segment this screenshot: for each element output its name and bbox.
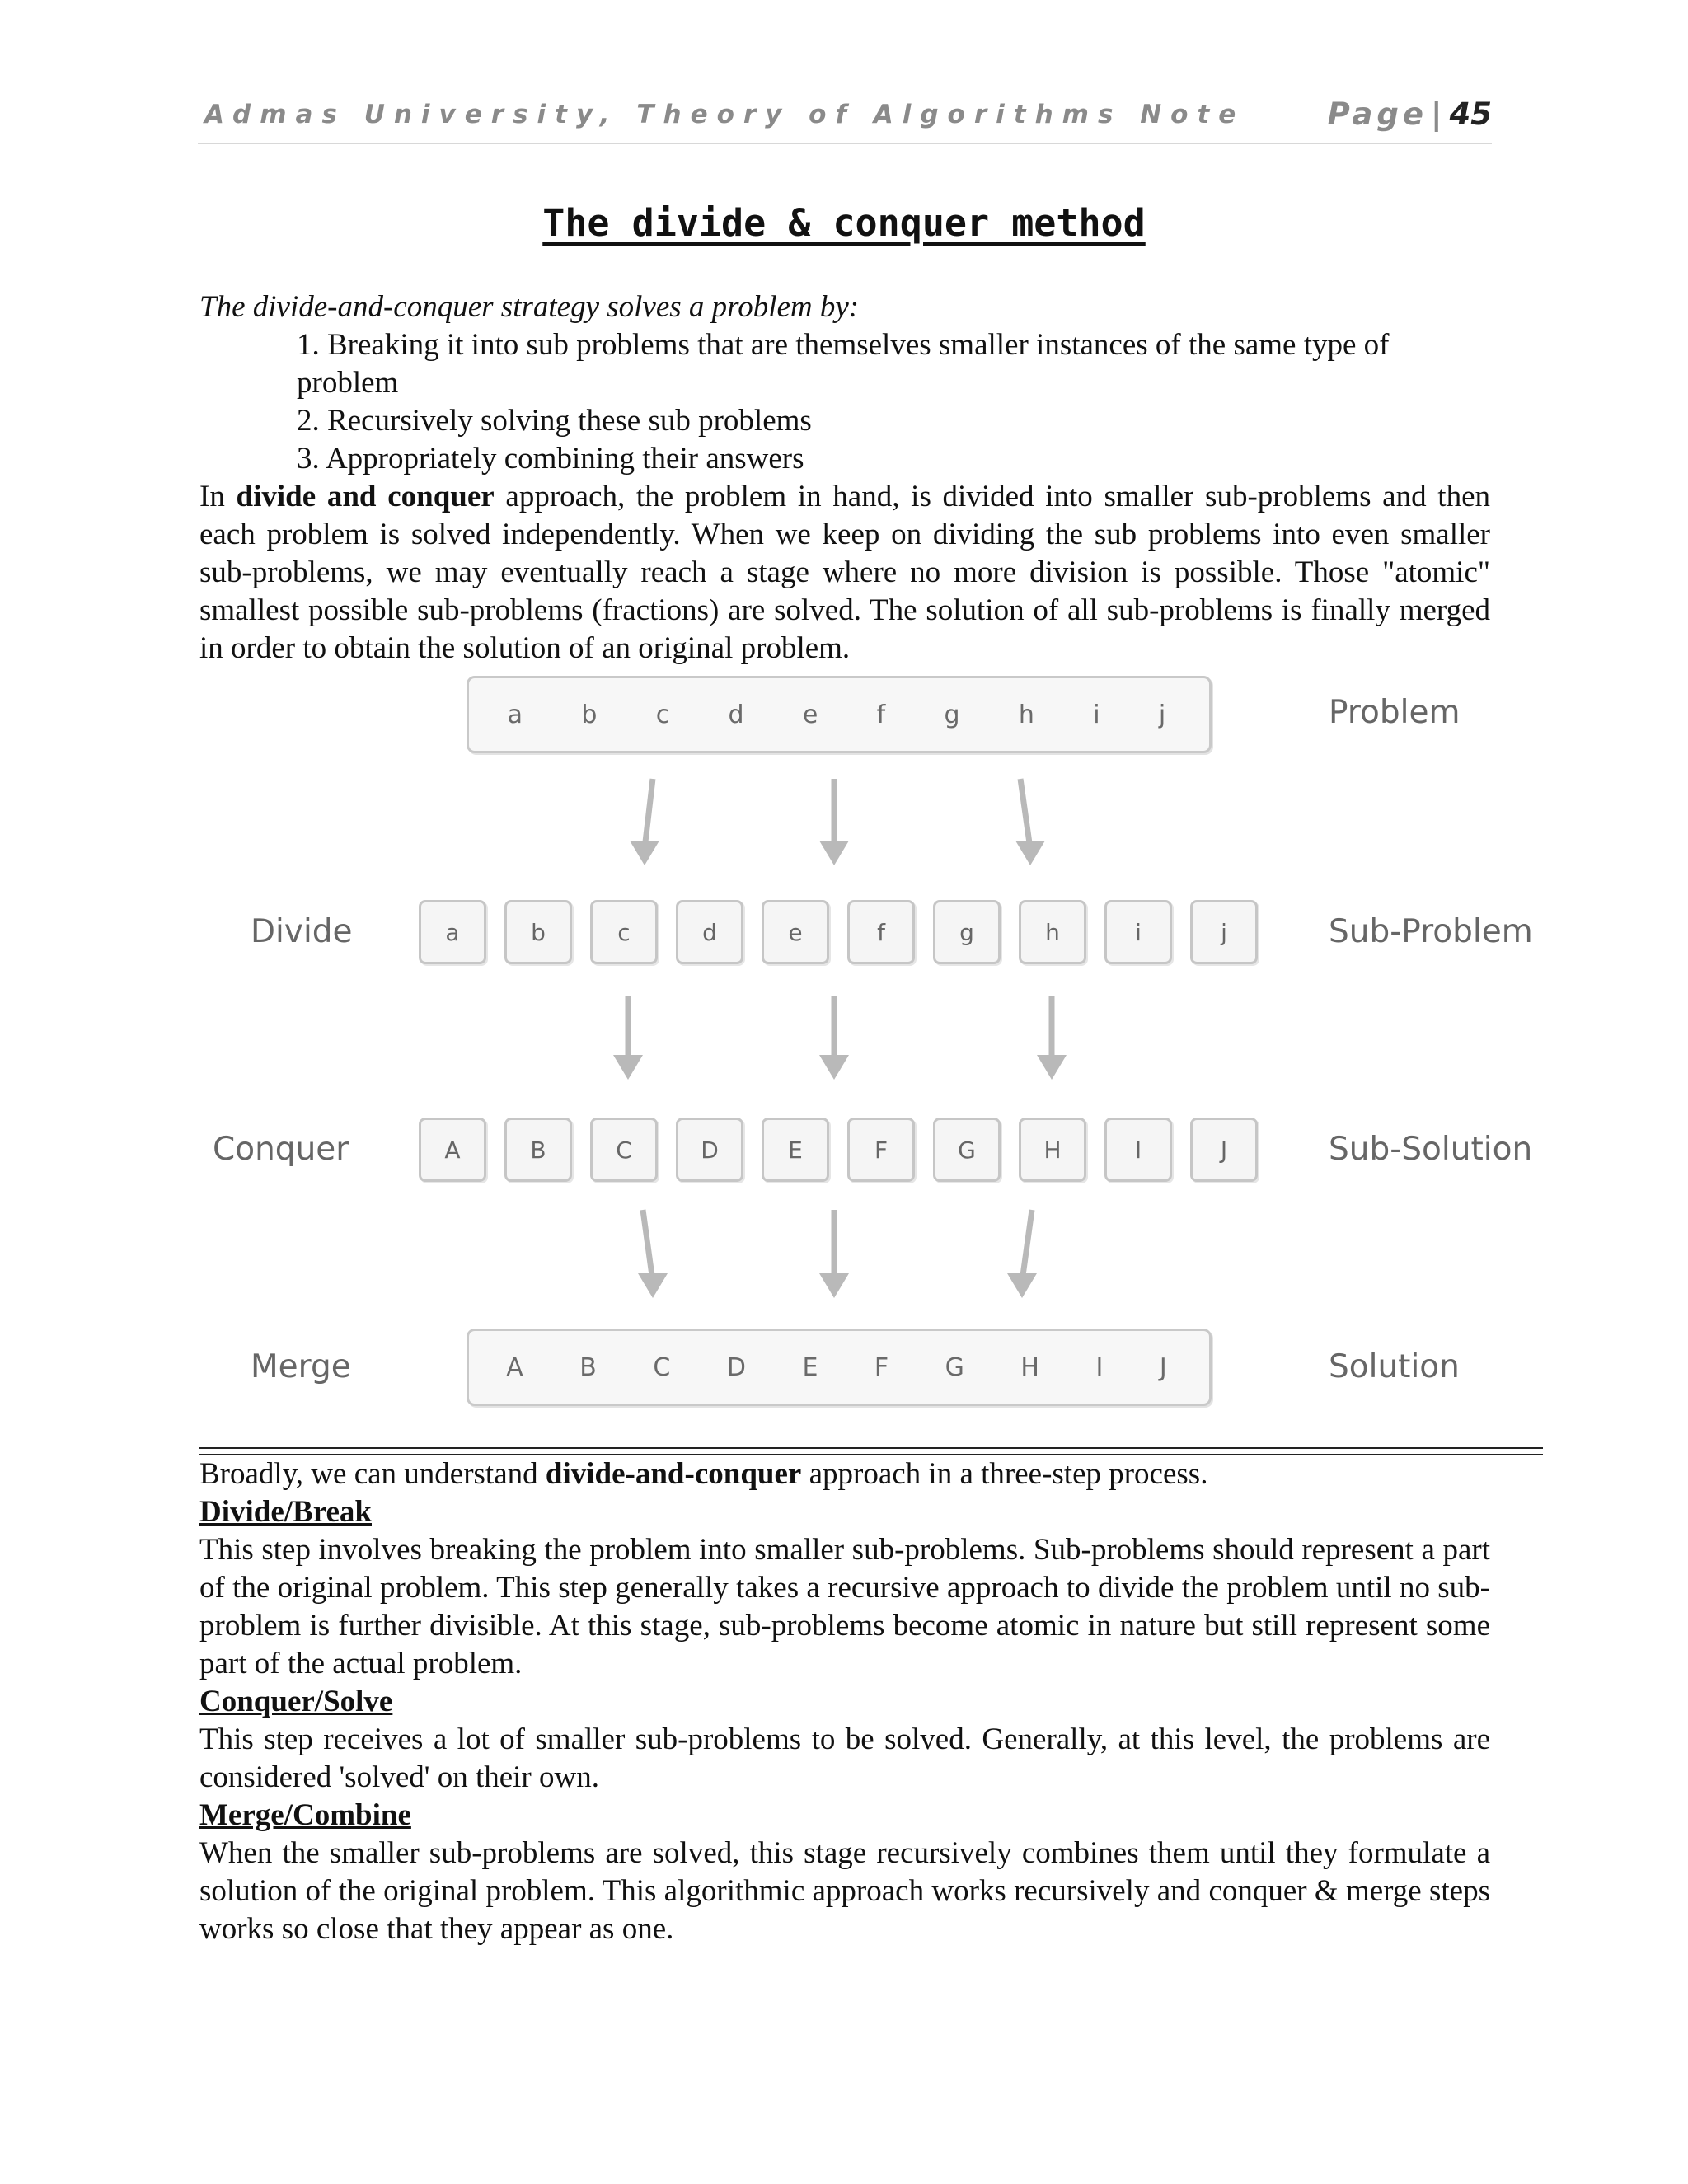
subproblem-cell: g xyxy=(933,900,1001,964)
arrowhead-icon xyxy=(819,1273,849,1298)
arrowhead-icon xyxy=(819,841,849,865)
intro-text: The divide-and-conquer strategy solves a problem by: xyxy=(199,290,860,324)
label-solution: Solution xyxy=(1329,1348,1460,1385)
subsolution-cell: F xyxy=(847,1118,915,1182)
section-title-conquer: Conquer/Solve xyxy=(199,1685,393,1718)
arrowhead-icon xyxy=(819,1055,849,1080)
arrowhead-icon xyxy=(613,1055,643,1080)
arrowhead-icon xyxy=(1037,1055,1067,1080)
section-text-merge: When the smaller sub-problems are solved, this stage recursively combines them until they formulate a solution of the original problem. This algorithmic approach works recursively and conquer & merge steps works so close that they appear as one. xyxy=(199,1836,1490,1946)
subsolution-cell: G xyxy=(933,1118,1001,1182)
subproblem-cell: e xyxy=(762,900,829,964)
arrow-icon xyxy=(643,1210,653,1282)
problem-letter: j xyxy=(1158,700,1166,729)
page-title: The divide & conquer method xyxy=(542,201,1146,245)
subsolution-cell: H xyxy=(1019,1118,1086,1182)
arrowhead-icon xyxy=(638,1273,668,1298)
problem-letter: i xyxy=(1093,700,1100,729)
label-conquer: Conquer xyxy=(213,1131,349,1168)
problem-letter: g xyxy=(944,700,960,729)
step-item: 3. Appropriately combining their answers xyxy=(297,442,804,476)
paragraph-broadly xyxy=(199,1455,1490,1493)
subproblem-cell: j xyxy=(1190,900,1258,964)
label-sub-solution: Sub-Solution xyxy=(1329,1131,1533,1168)
arrow-icon xyxy=(1022,1210,1032,1282)
subproblem-cell: b xyxy=(504,900,572,964)
subsolution-cell: J xyxy=(1190,1118,1258,1182)
subproblem-cell: f xyxy=(847,900,915,964)
broadly-lead: Broadly, we can understand xyxy=(199,1457,546,1491)
subproblem-cell: a xyxy=(419,900,486,964)
para1-rest: approach, the problem in hand, is divided into smaller sub-problems and then each problem is solved independently. When we keep on dividing the sub problems into even smaller sub-problems, we may eventually reach a stage where no more division is possible. Those "atomic" smallest possible sub-problems (fractions) are solved. The solution of all sub-problems is finally merged in order to obtain the solution of an original problem. xyxy=(199,480,1490,665)
label-problem: Problem xyxy=(1329,694,1461,731)
subproblem-cell: h xyxy=(1019,900,1086,964)
section-text-conquer: This step receives a lot of smaller sub-problems to be solved. Generally, at this level, the problems are considered 'solved' on their own. xyxy=(199,1722,1490,1794)
solution-letter: G xyxy=(945,1352,964,1382)
subproblem-cell: d xyxy=(676,900,743,964)
arrowhead-icon xyxy=(630,841,659,865)
section-text-divide: This step involves breaking the problem into smaller sub-problems. Sub-problems should represent a part of the original problem. This step generally takes a recursive approach to divide the problem until no sub-problem is further divisible. At this stage, sub-problems become atomic in nature but still represent some part of the actual problem. xyxy=(199,1533,1490,1680)
section-title-merge: Merge/Combine xyxy=(199,1798,411,1832)
para1-lead: In xyxy=(199,480,237,513)
label-merge: Merge xyxy=(251,1348,351,1385)
solution-letter: B xyxy=(579,1352,597,1382)
problem-letter: f xyxy=(876,700,886,729)
page-separator: | xyxy=(1430,96,1447,132)
broadly-rest: approach in a three-step process. xyxy=(801,1457,1208,1491)
label-sub-problem: Sub-Problem xyxy=(1329,913,1533,950)
solution-letter: H xyxy=(1020,1352,1039,1382)
subsolution-cell: A xyxy=(419,1118,486,1182)
arrow-icon xyxy=(645,779,653,849)
para1-bold: divide and conquer xyxy=(236,480,495,513)
solution-letters xyxy=(478,1329,1195,1406)
page-number: 45 xyxy=(1449,96,1492,132)
problem-letter: e xyxy=(802,700,818,729)
problem-letter: c xyxy=(655,700,670,729)
step-item: 2. Recursively solving these sub problems xyxy=(297,404,812,438)
subsolution-cell: D xyxy=(676,1118,743,1182)
arrowhead-icon xyxy=(1007,1273,1037,1298)
section-title-divide: Divide/Break xyxy=(199,1495,372,1529)
arrowhead-icon xyxy=(1015,841,1045,865)
subsolution-cell: C xyxy=(590,1118,658,1182)
header-title: Admas University, Theory of Algorithms Note xyxy=(204,100,1245,129)
solution-letter: J xyxy=(1159,1352,1167,1382)
problem-letter: d xyxy=(728,700,744,729)
label-divide: Divide xyxy=(251,913,353,950)
problem-letter: h xyxy=(1018,700,1034,729)
subsolution-cell: E xyxy=(762,1118,829,1182)
solution-letter: I xyxy=(1095,1352,1104,1382)
subproblem-cell: i xyxy=(1104,900,1172,964)
solution-letter: C xyxy=(653,1352,671,1382)
solution-letter: A xyxy=(506,1352,523,1382)
page-label: Page xyxy=(1327,96,1428,132)
subsolution-cell: B xyxy=(504,1118,572,1182)
subproblem-cell: c xyxy=(590,900,658,964)
divider-line xyxy=(199,1447,1543,1449)
problem-letter: a xyxy=(507,700,523,729)
subsolution-cell: I xyxy=(1104,1118,1172,1182)
step-item: 1. Breaking it into sub problems that are themselves smaller instances of the same type of problem xyxy=(297,328,1390,400)
problem-letter: b xyxy=(581,700,598,729)
solution-letter: D xyxy=(726,1352,746,1382)
solution-letter: E xyxy=(802,1352,818,1382)
solution-letter: F xyxy=(874,1352,889,1382)
broadly-bold: divide-and-conquer xyxy=(545,1457,802,1491)
arrow-icon xyxy=(1020,779,1030,849)
